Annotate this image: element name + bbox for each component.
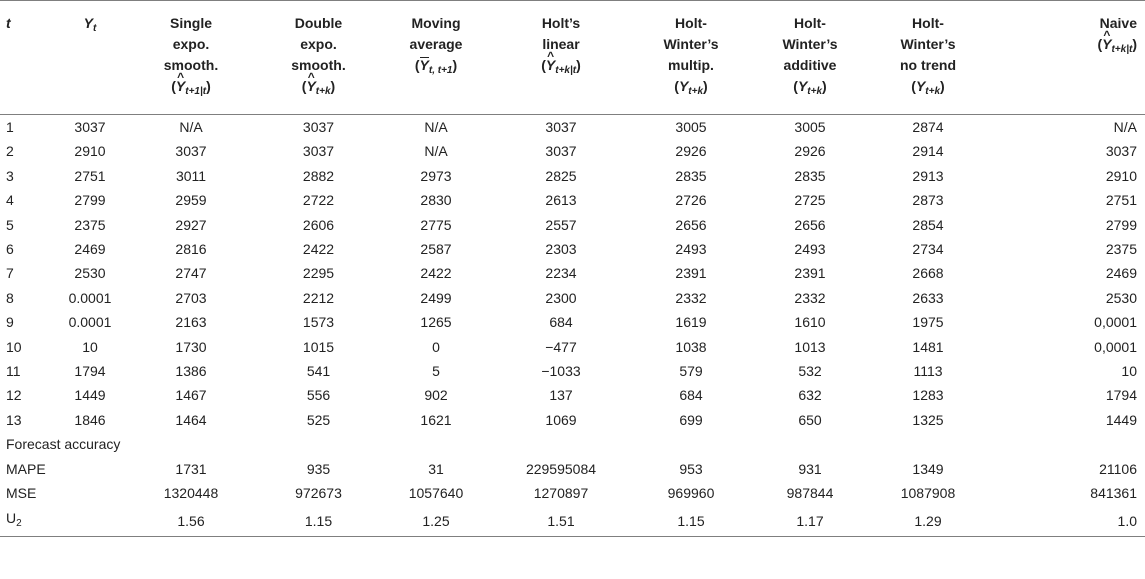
- table-cell: 2914: [912, 143, 944, 160]
- table-cell: 2212: [302, 289, 335, 306]
- table-cell: 1621: [420, 411, 452, 428]
- table-cell: 2751: [74, 167, 106, 184]
- table-cell: 2530: [74, 265, 106, 282]
- metric-cell: 935: [306, 460, 331, 477]
- table-cell: 2854: [912, 216, 944, 233]
- metric-cell: 953: [679, 460, 703, 477]
- table-cell: 632: [798, 387, 822, 404]
- table-cell: 1325: [912, 411, 944, 428]
- table-cell: 579: [679, 363, 703, 380]
- metric-cell: 1.0: [1117, 512, 1137, 529]
- table-row: [0, 213, 1145, 237]
- table-cell: 1619: [675, 314, 707, 331]
- forecast-accuracy-row: [0, 432, 1145, 456]
- table-row: [0, 115, 1145, 140]
- table-cell: 1975: [912, 314, 944, 331]
- table-cell: 2973: [420, 167, 452, 184]
- table-cell: 2910: [1105, 167, 1137, 184]
- metric-cell: 31: [428, 460, 444, 477]
- table-cell: 8: [6, 289, 14, 306]
- table-cell: N/A: [1113, 119, 1137, 135]
- table-cell: 0.0001: [68, 289, 112, 306]
- table-row: [0, 335, 1145, 359]
- table-cell: 5: [432, 363, 440, 380]
- metric-cell: 229595084: [525, 460, 597, 477]
- table-cell: 525: [306, 411, 331, 428]
- table-cell: 2751: [1105, 192, 1137, 209]
- table-cell: 1464: [175, 411, 207, 428]
- table-cell: N/A: [424, 143, 448, 160]
- table-cell: 10: [6, 338, 22, 355]
- metric-cell: 931: [798, 460, 822, 477]
- table-cell: 1794: [74, 363, 106, 380]
- table-cell: 6: [6, 241, 14, 258]
- metric-cell: 969960: [667, 485, 715, 502]
- metric-cell: 972673: [295, 485, 342, 502]
- table-cell: 3037: [74, 119, 106, 135]
- table-cell: 2587: [420, 241, 452, 258]
- table-cell: 1038: [675, 338, 707, 355]
- table-cell: 684: [679, 387, 703, 404]
- metric-cell: 1.15: [677, 512, 705, 529]
- table-cell: 2926: [675, 143, 707, 160]
- table-cell: 2926: [794, 143, 826, 160]
- table-cell: 3037: [175, 143, 207, 160]
- table-cell: 0: [432, 338, 440, 355]
- table-cell: 2913: [912, 167, 944, 184]
- table-cell: 0,0001: [1094, 338, 1137, 355]
- table-cell: 12: [6, 387, 22, 404]
- table-cell: 2391: [794, 265, 826, 282]
- table-row: [0, 359, 1145, 383]
- table-cell: 2835: [675, 167, 707, 184]
- metric-label: [0, 506, 54, 537]
- table-cell: 2234: [545, 265, 577, 282]
- header-holt-winters-additive: Holt- Winter’s additive $(Y_{t+k})$: [782, 15, 838, 97]
- table-cell: 2816: [175, 241, 207, 258]
- table-cell: 2656: [794, 216, 826, 233]
- table-cell: 2469: [1105, 265, 1137, 282]
- table-cell: 1730: [175, 338, 207, 355]
- table-cell: 2557: [545, 216, 577, 233]
- table-cell: N/A: [179, 119, 203, 135]
- table-cell: 2830: [420, 192, 452, 209]
- table-cell: 1069: [545, 411, 577, 428]
- table-cell: 650: [798, 411, 822, 428]
- table-row: [0, 408, 1145, 432]
- metric-cell: 987844: [786, 485, 834, 502]
- forecast-accuracy-label: Forecast accuracy: [6, 436, 121, 453]
- header-holts-linear: Holt’s linear (^ $Y_{t+k|t}$): [491, 1, 631, 115]
- header-moving-average: Moving average $(Y_{t, t+1})$: [409, 15, 463, 76]
- table-cell: 2959: [175, 192, 207, 209]
- table-body: [0, 115, 1145, 537]
- metric-cell: 1.25: [422, 512, 450, 529]
- table-cell: 5: [6, 216, 14, 233]
- table-cell: 2300: [545, 289, 577, 306]
- header-naive: Naive (^ $Y_{t+k|t}$): [987, 1, 1145, 115]
- table-cell: 2375: [1105, 241, 1137, 258]
- table-cell: N/A: [424, 119, 448, 135]
- metric-cell: 1.15: [304, 512, 333, 529]
- header-y: $Y_t$: [83, 15, 97, 34]
- table-cell: 2332: [675, 289, 707, 306]
- table-cell: 3005: [675, 119, 707, 135]
- table-cell: 13: [6, 411, 22, 428]
- table-cell: 9: [6, 314, 14, 331]
- table-cell: 3037: [545, 119, 577, 135]
- table-cell: 1573: [302, 314, 335, 331]
- table-cell: 2799: [1105, 216, 1137, 233]
- header-row: [0, 1, 1145, 115]
- table-cell: 2656: [675, 216, 707, 233]
- table-cell: 3005: [794, 119, 826, 135]
- header-single-expo-smooth: Single expo. smooth. (^ $Y_{t+1|t}$): [126, 1, 256, 115]
- table-cell: 2493: [794, 241, 826, 258]
- table-cell: 2: [6, 143, 14, 160]
- table-cell: 2825: [545, 167, 577, 184]
- table-cell: 2375: [74, 216, 106, 233]
- table-cell: 1386: [175, 363, 207, 380]
- metric-cell: 1.56: [177, 512, 205, 529]
- table-cell: 699: [679, 411, 703, 428]
- table-cell: 2910: [74, 143, 106, 160]
- table-cell: 2530: [1105, 289, 1137, 306]
- table-cell: 2734: [912, 241, 944, 258]
- accuracy-row: [0, 481, 1145, 505]
- table-cell: 10: [82, 338, 98, 355]
- metric-cell: [54, 481, 126, 505]
- metric-cell: 1320448: [163, 485, 219, 502]
- table-cell: 556: [306, 387, 331, 404]
- table-row: [0, 261, 1145, 285]
- table-cell: 137: [549, 387, 573, 404]
- table-cell: 2422: [302, 241, 335, 258]
- table-cell: 3037: [302, 143, 335, 160]
- metric-cell: 1270897: [533, 485, 589, 502]
- table-cell: 2703: [175, 289, 207, 306]
- metric-cell: 1349: [912, 460, 944, 477]
- table-cell: 2882: [302, 167, 335, 184]
- accuracy-row: [0, 457, 1145, 481]
- table-cell: 2725: [794, 192, 826, 209]
- metric-cell: 1731: [175, 460, 207, 477]
- table-cell: 1265: [420, 314, 452, 331]
- metric-label: MSE: [6, 485, 37, 502]
- table-cell: 1113: [913, 363, 943, 380]
- table-cell: 532: [798, 363, 822, 380]
- table-cell: 10: [1121, 363, 1137, 380]
- table-cell: 2873: [912, 192, 944, 209]
- metric-cell: 1.17: [796, 512, 824, 529]
- table-cell: 7: [6, 265, 14, 282]
- table-row: [0, 286, 1145, 310]
- table-cell: 2835: [794, 167, 826, 184]
- table-cell: 2422: [420, 265, 452, 282]
- metric-label: MAPE: [6, 460, 46, 477]
- table-cell: 1015: [302, 338, 335, 355]
- header-holt-winters-no-trend: Holt- Winter’s no trend $(Y_{t+k})$: [900, 15, 956, 97]
- table-row: [0, 188, 1145, 212]
- table-cell: 2775: [420, 216, 452, 233]
- table-cell: 902: [424, 387, 448, 404]
- table-row: [0, 164, 1145, 188]
- header-t: t: [6, 15, 11, 31]
- table-cell: 2606: [302, 216, 335, 233]
- table-cell: 1610: [794, 314, 826, 331]
- table-cell: 2747: [175, 265, 207, 282]
- table-cell: 2163: [175, 314, 207, 331]
- table-cell: 2799: [74, 192, 106, 209]
- table-cell: 3037: [545, 143, 577, 160]
- metric-cell: 1057640: [408, 485, 464, 502]
- metric-label-text: $U_2$: [6, 509, 22, 529]
- table-cell: 2874: [912, 119, 944, 135]
- table-cell: 1449: [1105, 411, 1137, 428]
- table-cell: 2295: [302, 265, 335, 282]
- table-cell: 3011: [175, 167, 207, 184]
- table-cell: 541: [306, 363, 331, 380]
- metric-cell: 1087908: [900, 485, 956, 502]
- table-cell: 2469: [74, 241, 106, 258]
- metric-cell: 21106: [1099, 460, 1137, 477]
- table-cell: 1467: [175, 387, 207, 404]
- table-cell: 2927: [175, 216, 207, 233]
- table-cell: 684: [549, 314, 573, 331]
- table-cell: 3: [6, 167, 14, 184]
- table-cell: 2493: [675, 241, 707, 258]
- table-cell: 1: [6, 119, 14, 135]
- table-cell: 1481: [912, 338, 944, 355]
- table-cell: −477: [545, 338, 577, 355]
- table-cell: 0.0001: [68, 314, 112, 331]
- table-cell: 1449: [74, 387, 106, 404]
- table-cell: 3037: [302, 119, 335, 135]
- metric-cell: 1.51: [547, 512, 575, 529]
- table-cell: 2613: [545, 192, 577, 209]
- accuracy-row: [0, 506, 1145, 537]
- table-cell: 2722: [302, 192, 335, 209]
- table-cell: 2499: [420, 289, 452, 306]
- table-cell: 2726: [675, 192, 707, 209]
- table-cell: 3037: [1105, 143, 1137, 160]
- table-cell: 2633: [912, 289, 944, 306]
- metric-cell: [54, 506, 126, 537]
- table-cell: 2391: [675, 265, 707, 282]
- table-row: [0, 383, 1145, 407]
- metric-label-subscript: 2: [16, 517, 22, 529]
- table-cell: 2303: [545, 241, 577, 258]
- table-cell: −1033: [541, 363, 581, 380]
- metric-cell: 841361: [1090, 485, 1137, 502]
- metric-cell: [54, 457, 126, 481]
- table-cell: 1013: [794, 338, 826, 355]
- table-cell: 4: [6, 192, 14, 209]
- table-row: [0, 310, 1145, 334]
- table-cell: 2332: [794, 289, 826, 306]
- table-cell: 2668: [912, 265, 944, 282]
- header-holt-winters-multip: Holt- Winter’s multip. $(Y_{t+k})$: [663, 15, 719, 97]
- table-row: [0, 139, 1145, 163]
- table-cell: 11: [6, 363, 21, 380]
- table-cell: 1283: [912, 387, 944, 404]
- header-double-expo-smooth: Double expo. smooth. (^ $Y_{t+k}$): [256, 1, 381, 115]
- table-cell: 1794: [1105, 387, 1137, 404]
- table-cell: 0,0001: [1094, 314, 1137, 331]
- table-row: [0, 237, 1145, 261]
- metric-cell: 1.29: [914, 512, 942, 529]
- table-cell: 1846: [74, 411, 106, 428]
